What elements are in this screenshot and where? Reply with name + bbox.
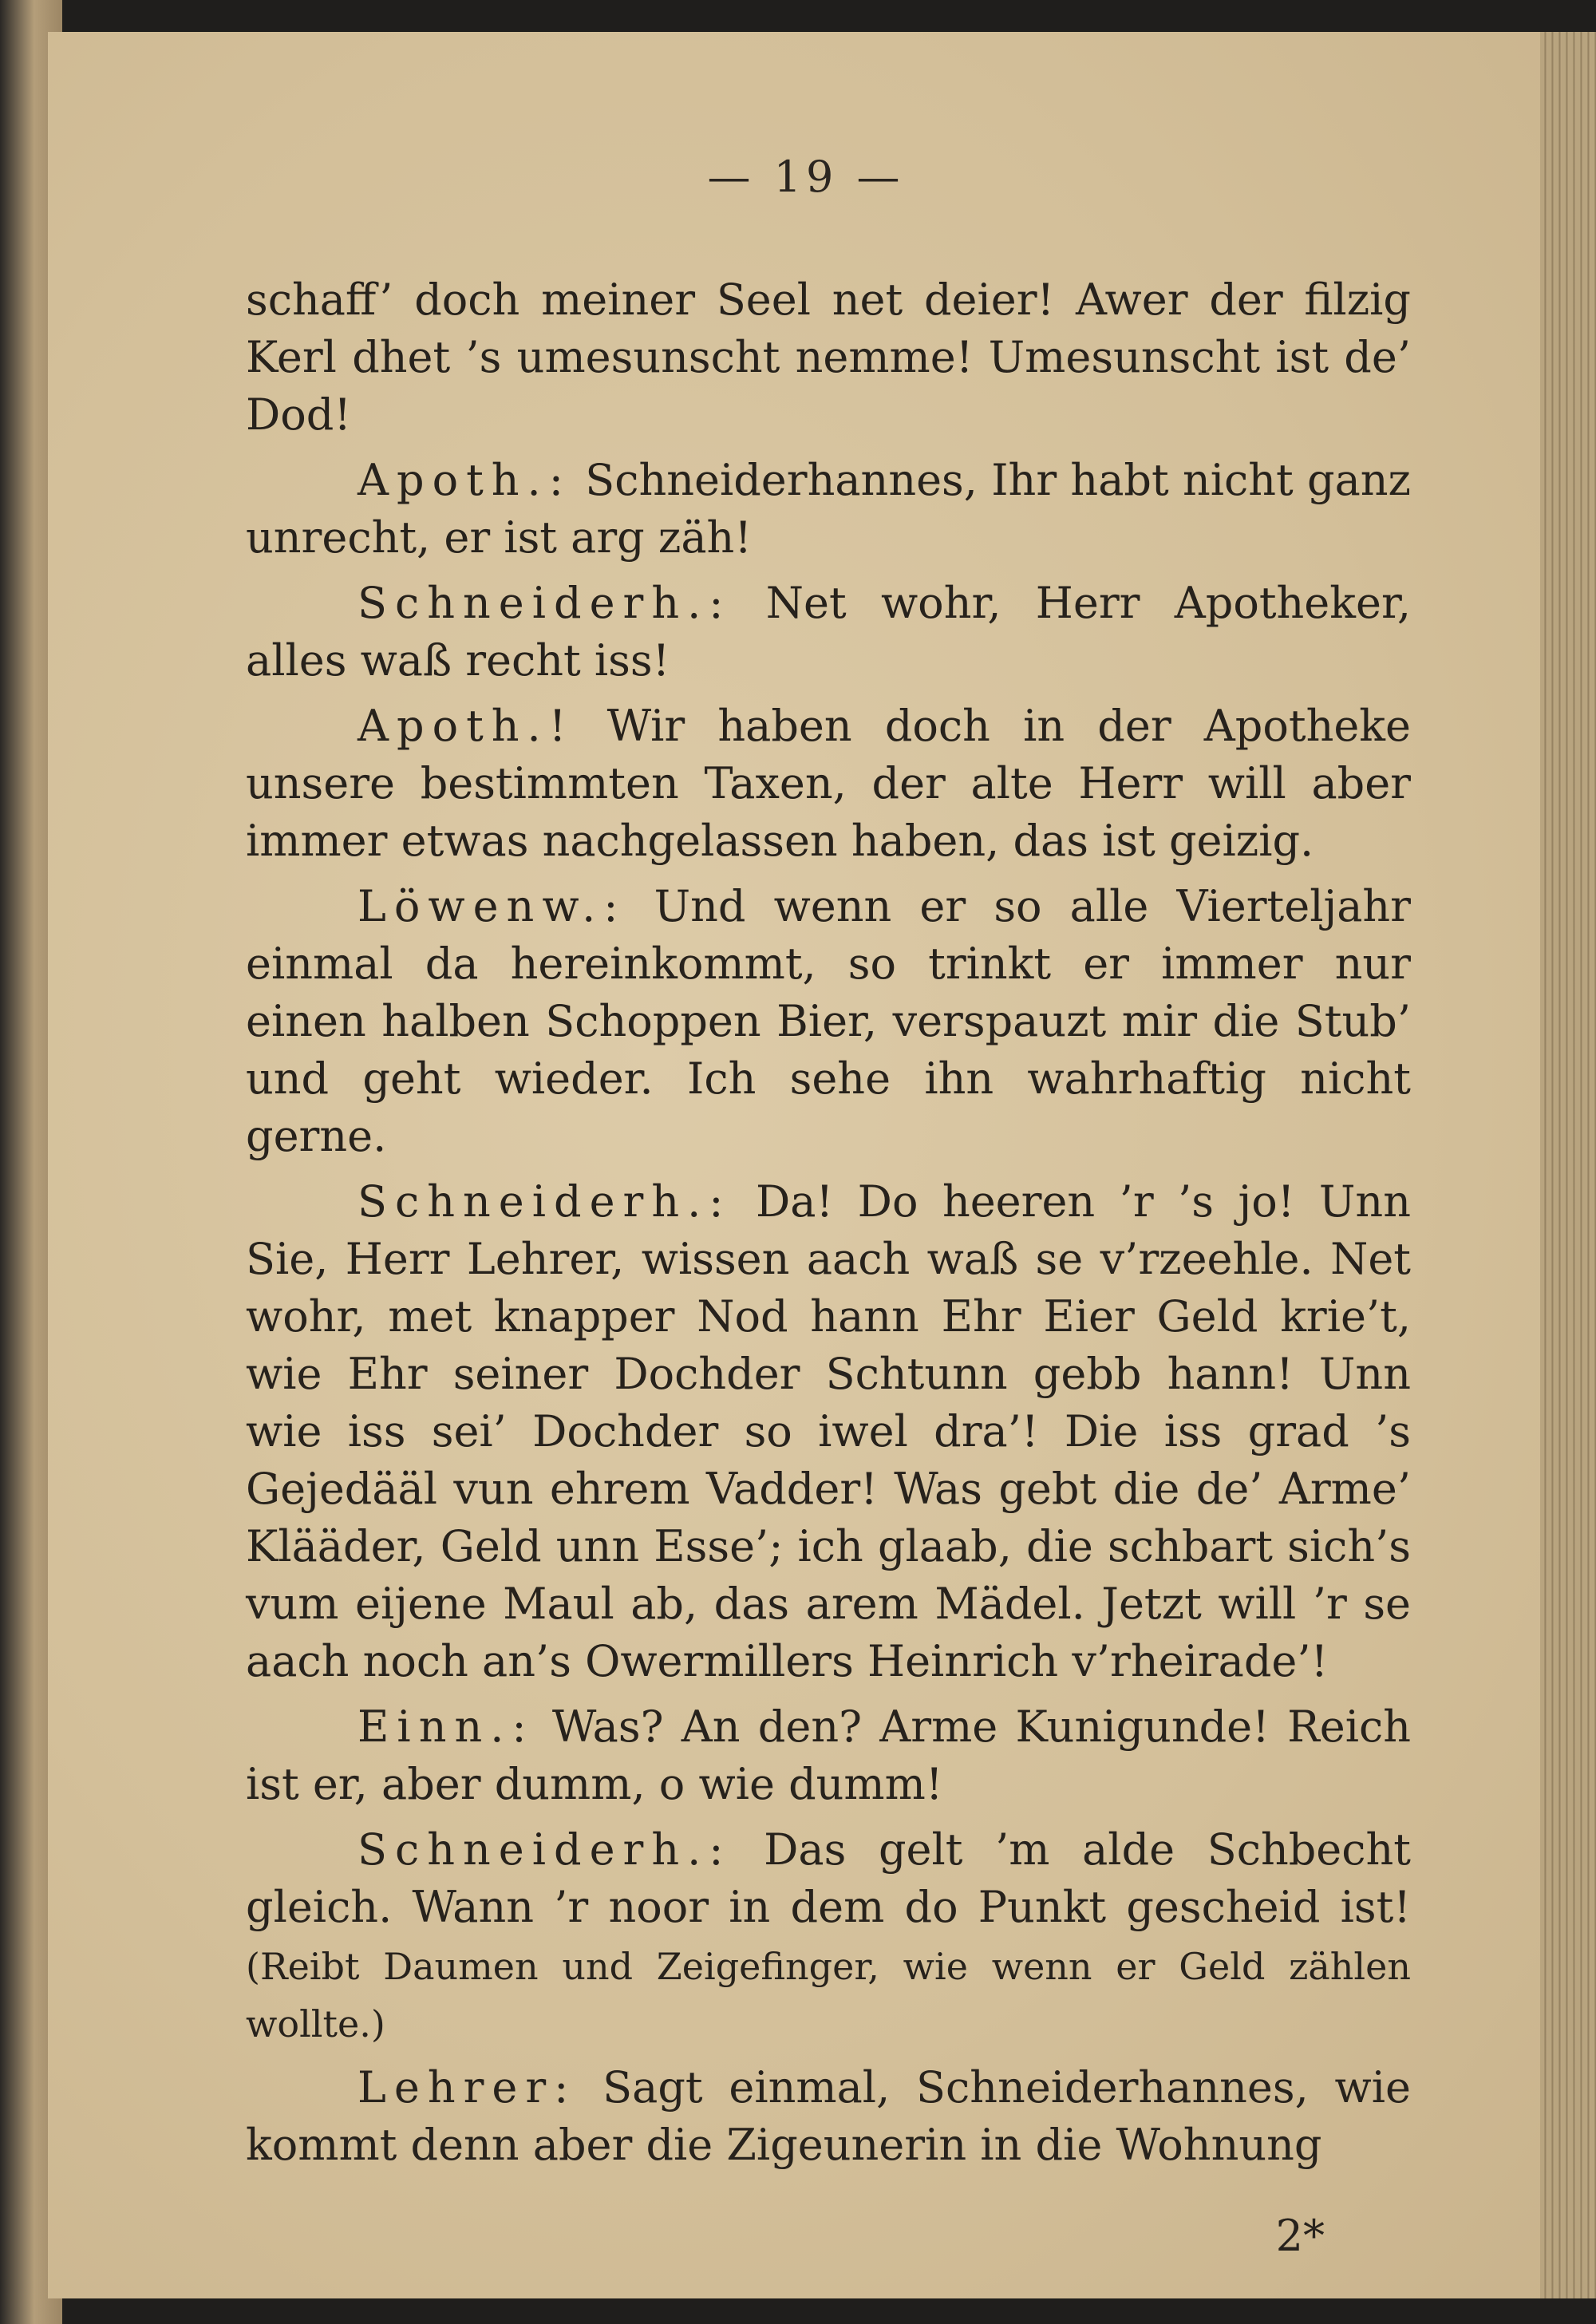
speaker-label: Apoth.! xyxy=(358,701,575,751)
paragraph xyxy=(246,575,1411,690)
speaker-label: Einn.: xyxy=(358,1702,535,1752)
speaker-label: Löwenw.: xyxy=(358,881,626,931)
speaker-label: Schneiderh.: xyxy=(358,1176,732,1227)
paragraph-text: Das gelt ’m alde Schbecht gleich. Wann ’r noor in dem do Punkt gescheid ist! xyxy=(246,1824,1411,1932)
page-stack-edge xyxy=(1540,32,1596,2298)
paragraph xyxy=(246,271,1411,444)
paragraph-text: Sagt einmal, Schneiderhannes, wie kommt denn aber die Zigeunerin in die Wohnung xyxy=(246,2062,1411,2170)
paragraph-text: Schneiderhannes, Ihr habt nicht ganz unrecht, er ist arg zäh! xyxy=(246,455,1411,563)
book-page xyxy=(48,32,1564,2298)
page-number: — 19 — xyxy=(707,152,905,202)
paragraph-text: Was? An den? Arme Kunigunde! Reich ist er, aber dumm, o wie dumm! xyxy=(246,1702,1411,1809)
paragraph xyxy=(246,452,1411,567)
paragraph-text: Net wohr, Herr Apotheker, alles waß recht iss! xyxy=(246,578,1411,686)
paragraph-text: Da! Do heeren ’r ’s jo! Unn Sie, Herr Lehrer, wissen aach waß se v’rzeehle. Net wohr, met knapper Nod hann Ehr Eier Geld krie’t, wie Ehr seiner Dochder Schtunn gebb hann! Unn wie iss sei’ Dochder so iwel dra’! Die iss grad ’s Gejedääl vun ehrem Vadder! Was gebt die de’ Arme’ Klääder, Geld unn Esse’; ich glaab, die schbart sich’s vum eijene Maul ab, das arem Mädel. Jetzt will ’r se aach noch an’s Owermillers Heinrich v’rheirade’! xyxy=(246,1176,1411,1686)
speaker-label: Apoth.: xyxy=(358,455,571,505)
speaker-label: Schneiderh.: xyxy=(358,578,732,628)
paragraph-text: Und wenn er so alle Vierteljahr einmal da hereinkommt, so trinkt er immer nur einen halben Schoppen Bier, verspauzt mir die Stub’ und geht wieder. Ich sehe ihn wahrhaftig nicht gerne. xyxy=(246,881,1411,1161)
paragraph xyxy=(246,1821,1411,2051)
paragraph xyxy=(246,1173,1411,1690)
paragraph xyxy=(246,2059,1411,2174)
signature-mark: 2* xyxy=(1275,2211,1325,2261)
paragraph-text: Wir haben doch in der Apotheke unsere bestimmten Taxen, der alte Herr will aber immer etwas nachgelassen haben, das ist geizig. xyxy=(246,701,1411,866)
paragraph-text: schaff’ doch meiner Seel net deier! Awer der filzig Kerl dhet ’s umesunscht nemme! Umesunscht ist de’ Dod! xyxy=(246,275,1411,440)
paragraph xyxy=(246,698,1411,870)
paragraph xyxy=(246,1698,1411,1813)
page-text xyxy=(246,271,1411,2182)
speaker-label: Lehrer: xyxy=(358,2062,577,2113)
stage-direction: (Reibt Daumen und Zeigefinger, wie wenn er Geld zählen wollte.) xyxy=(246,1945,1411,2045)
speaker-label: Schneiderh.: xyxy=(358,1824,732,1875)
paragraph xyxy=(246,878,1411,1165)
